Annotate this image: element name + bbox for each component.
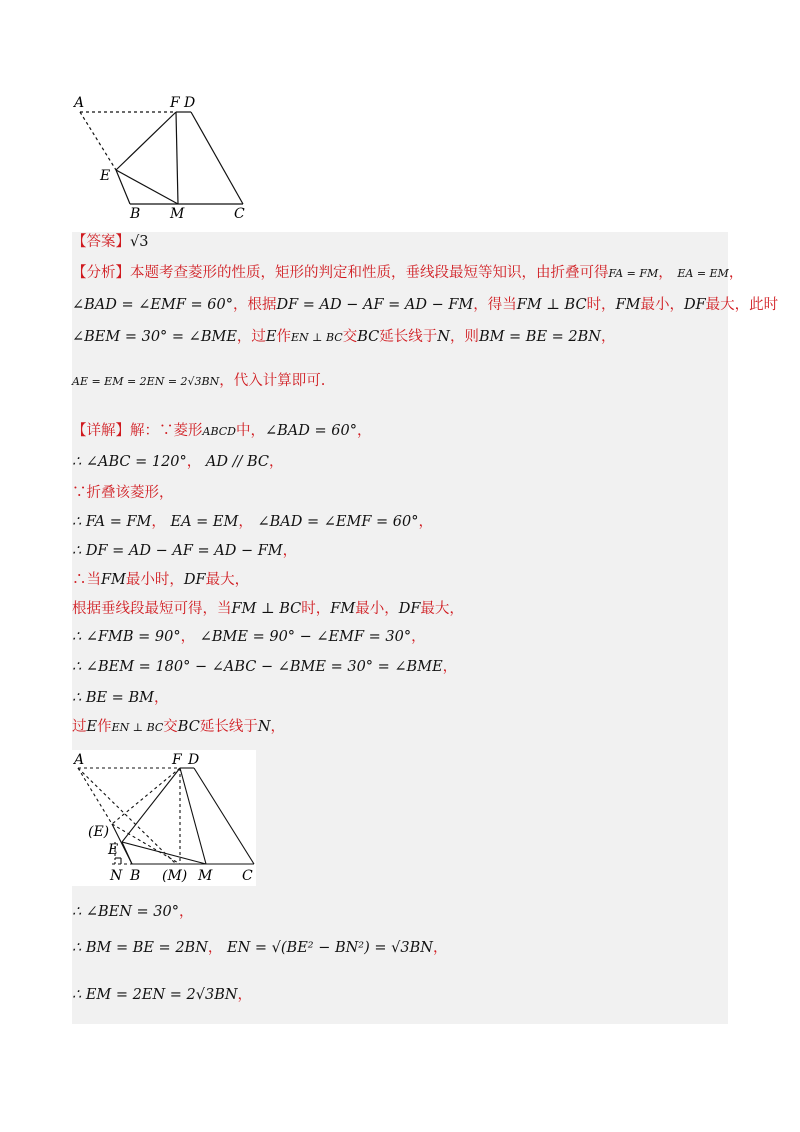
detail-line-11: 过E作EN ⊥ BC交BC延长线于N， [72, 719, 286, 735]
analysis-line-1: 【分析】本题考查菱形的性质，矩形的判定和性质，垂线段最短等知识，由折叠可得FA = FM， EA = EM， [72, 265, 744, 281]
label-A: A [74, 95, 85, 111]
answer-value: √3 [130, 234, 149, 250]
label-N: N [110, 868, 123, 884]
detail-line-9: ∴ ∠BEM = 180° − ∠ABC − ∠BME = 30° = ∠BME， [72, 659, 458, 675]
detail-line-7: 根据垂线段最短可得，当FM ⊥ BC时，FM最小，DF最大， [72, 601, 464, 617]
label-M: M [170, 206, 185, 222]
label-C: C [234, 206, 245, 222]
rhombus-fold-figure [72, 92, 262, 222]
label-B: B [130, 206, 141, 222]
analysis-line-2: ∠BAD = ∠EMF = 60°，根据DF = AD − AF = AD − FM，得当FM ⊥ BC时，FM最小，DF最大，此时 [72, 297, 779, 313]
label-E: E [108, 842, 119, 858]
label-A: A [74, 752, 85, 768]
perpendicular-figure [72, 750, 256, 886]
detail-line-2: ∴ ∠ABC = 120°， AD // BC， [72, 454, 284, 470]
answer-tag: 【答案】 [72, 234, 130, 250]
detail-line-12: ∴ ∠BEN = 30°， [72, 904, 194, 920]
label-D: D [184, 95, 196, 111]
detail-line-13: ∴ BM = BE = 2BN， EN = √(BE² − BN²) = √3BN， [72, 940, 448, 956]
label-B: B [130, 868, 141, 884]
detail-line-5: ∴ DF = AD − AF = AD − FM， [72, 543, 298, 559]
label-F: F [170, 95, 180, 111]
label-M-original: (M) [162, 868, 188, 884]
label-F: F [172, 752, 182, 768]
label-E-original: (E) [88, 824, 110, 840]
label-C: C [242, 868, 253, 884]
detail-line-1: 【详解】解：∵菱形ABCD中，∠BAD = 60°， [72, 423, 372, 439]
label-M: M [198, 868, 213, 884]
detail-tag: 【详解】 [72, 423, 130, 439]
analysis-tag: 【分析】 [72, 265, 130, 281]
analysis-line-3: ∠BEM = 30° = ∠BME，过E作EN ⊥ BC交BC延长线于N，则BM = BE = 2BN， [72, 329, 616, 345]
analysis-line-4: AE = EM = 2EN = 2√3BN，代入计算即可. [72, 373, 326, 389]
answer-line [72, 232, 148, 252]
detail-line-14: ∴ EM = 2EN = 2√3BN， [72, 987, 253, 1003]
detail-line-4: ∴ FA = FM， EA = EM， ∠BAD = ∠EMF = 60°， [72, 514, 433, 530]
detail-line-8: ∴ ∠FMB = 90°， ∠BME = 90° − ∠EMF = 30°， [72, 629, 426, 645]
detail-line-6: ∴当FM最小时，DF最大， [72, 572, 250, 588]
label-D: D [188, 752, 200, 768]
detail-line-10: ∴ BE = BM， [72, 690, 169, 706]
label-E: E [100, 168, 111, 184]
detail-line-3: ∵折叠该菱形， [72, 485, 174, 501]
